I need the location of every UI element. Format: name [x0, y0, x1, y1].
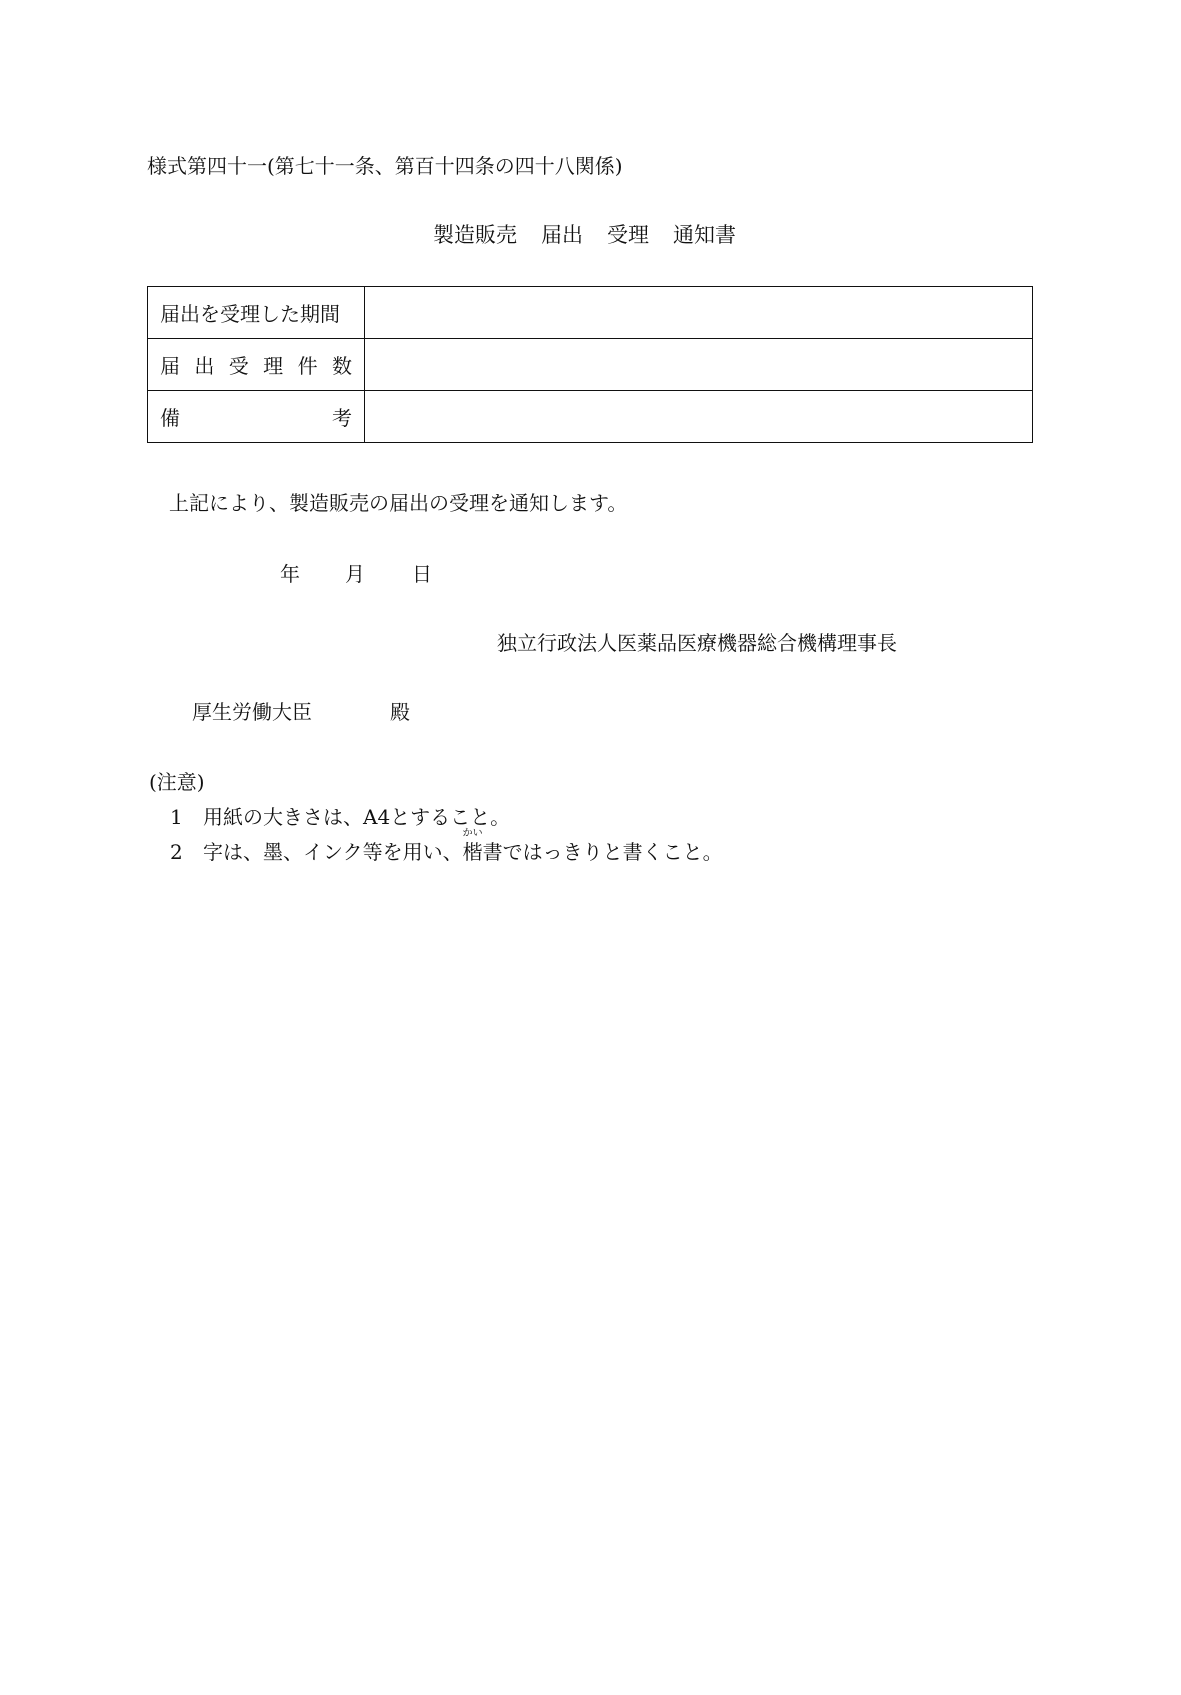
row-label-count	[148, 339, 365, 391]
document-title	[433, 225, 736, 246]
note-item	[170, 807, 510, 827]
label-char: 数	[331, 354, 352, 378]
row-value-remarks	[365, 391, 1033, 443]
label-char: 理	[263, 354, 284, 378]
note-item	[170, 828, 723, 864]
ruby-base: 楷	[462, 840, 483, 864]
date-year: 年	[280, 562, 300, 586]
note-text: 書ではっきりと書くこと。	[482, 840, 723, 864]
sender-name: 独立行政法人医薬品医療機器総合機構理事長	[497, 631, 897, 655]
row-label-period	[148, 287, 365, 339]
label-char: 考	[332, 406, 352, 430]
row-value-period	[365, 287, 1033, 339]
label-char: 備	[160, 406, 180, 430]
notification-table	[147, 286, 1033, 443]
title-part: 通知書	[673, 223, 736, 247]
table-row	[148, 287, 1033, 339]
title-part: 受理	[607, 223, 649, 247]
label-char: 出	[194, 354, 215, 378]
note-text: 字は、墨、インク等を用い、	[203, 840, 463, 864]
label-char: 届	[160, 354, 180, 378]
label-text: 届出を受理した期間	[160, 302, 340, 326]
note-text: 用紙の大きさは、A4とすること。	[203, 805, 511, 829]
ruby-reading: かい	[462, 828, 483, 839]
date-day: 日	[412, 562, 432, 586]
label-char: 受	[228, 354, 249, 378]
notes-heading: (注意)	[149, 770, 205, 794]
title-part: 製造販売	[433, 223, 517, 247]
statement-text: 上記により、製造販売の届出の受理を通知します。	[169, 491, 628, 515]
date-month: 月	[345, 562, 365, 586]
recipient-name: 厚生労働大臣	[192, 700, 312, 724]
note-number: 2	[170, 840, 183, 864]
title-part: 届出	[541, 223, 583, 247]
row-value-count	[365, 339, 1033, 391]
label-char: 件	[297, 354, 318, 378]
ruby-annotation	[462, 828, 483, 864]
table-row	[148, 339, 1033, 391]
recipient-honorific: 殿	[390, 700, 410, 724]
form-number: 様式第四十一(第七十一条、第百十四条の四十八関係)	[147, 154, 623, 178]
row-label-remarks	[148, 391, 365, 443]
note-number: 1	[170, 805, 183, 829]
table-row	[148, 391, 1033, 443]
